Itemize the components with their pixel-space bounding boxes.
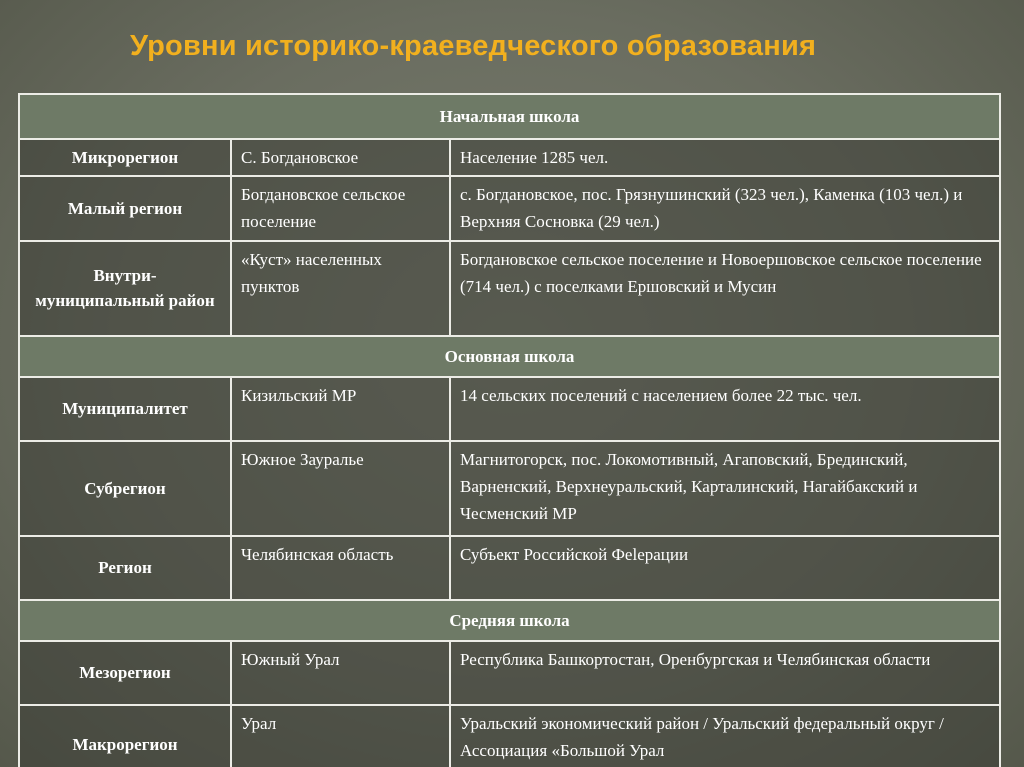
table-row [19,641,1000,705]
area-cell: С. Богдановское [231,139,450,176]
area-cell: «Куст» населенных пунктов [231,241,450,336]
table-row [19,176,1000,240]
table-row [19,705,1000,767]
level-cell: Микрорегион [19,139,231,176]
area-cell: Южный Урал [231,641,450,705]
area-cell: Богдановское сельское поселение [231,176,450,240]
table-row [19,139,1000,176]
description-cell: Магнитогорск, пос. Локомотивный, Агаповский, Брединский, Варненский, Верхнеуральский, Карталинский, Нагайбакский и Чесменский МР [450,441,1000,536]
section-row [19,600,1000,641]
section-header: Средняя школа [19,600,1000,641]
table-row [19,441,1000,536]
level-cell: Макрорегион [19,705,231,767]
description-cell: Субъект Российской Феlерации [450,536,1000,600]
section-row [19,94,1000,139]
section-header: Основная школа [19,336,1000,377]
area-cell: Челябинская область [231,536,450,600]
level-cell: Субрегион [19,441,231,536]
table-row [19,536,1000,600]
section-row [19,336,1000,377]
description-cell: Уральский экономический район / Уральский федеральный округ / Ассоциация «Большой Урал [450,705,1000,767]
section-header: Начальная школа [19,94,1000,139]
area-cell: Южное Зауралье [231,441,450,536]
table-row [19,377,1000,441]
area-cell: Кизильский МР [231,377,450,441]
level-cell: Малый регион [19,176,231,240]
level-cell: Муниципалитет [19,377,231,441]
education-levels-table [18,93,1001,767]
slide-title: Уровни историко-краеведческого образования [130,30,817,62]
description-cell: Республика Башкортостан, Оренбургская и Челябинская области [450,641,1000,705]
table-row [19,241,1000,336]
description-cell: 14 сельских поселений с населением более 22 тыс. чел. [450,377,1000,441]
level-cell: Регион [19,536,231,600]
area-cell: Урал [231,705,450,767]
level-cell: Внутри-муниципальный район [19,241,231,336]
level-cell: Мезорегион [19,641,231,705]
description-cell: с. Богдановское, пос. Грязнушинский (323 чел.), Каменка (103 чел.) и Верхняя Сосновка (29 чел.) [450,176,1000,240]
description-cell: Население 1285 чел. [450,139,1000,176]
description-cell: Богдановское сельское поселение и Новоершовское сельское поселение (714 чел.) с поселками Ершовский и Мусин [450,241,1000,336]
